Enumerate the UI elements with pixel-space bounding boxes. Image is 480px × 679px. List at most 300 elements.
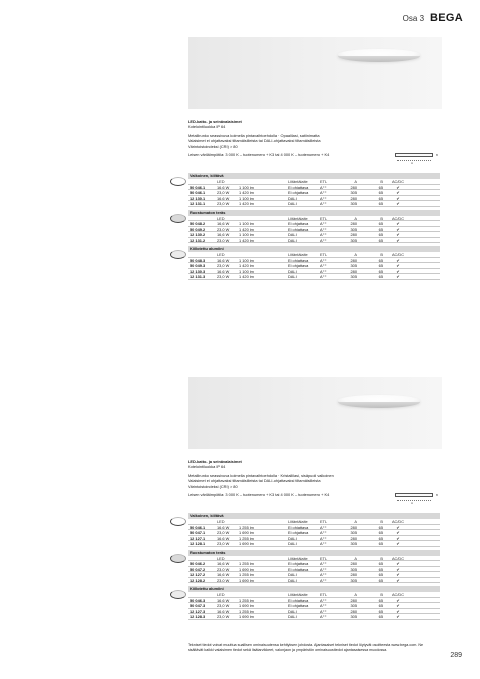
spacer-cell	[259, 598, 288, 603]
acdc-check: ✔	[396, 524, 400, 530]
header-cell	[188, 179, 217, 184]
header-cell: A	[354, 179, 357, 184]
driver-cell: DALI	[288, 195, 297, 201]
spacer-cell	[259, 269, 288, 274]
product-title: LED-katto- ja seinävalaisimet	[188, 459, 242, 464]
dim-a-cell: 280	[350, 257, 357, 263]
article-number: 50 047.3	[190, 603, 206, 608]
power-cell: 23,0 W	[217, 274, 230, 279]
header-cell: ETL	[320, 555, 328, 561]
lumen-cell: 1 255 lm	[239, 597, 254, 603]
article-number: 12 127.2	[190, 572, 206, 577]
energy-class-cell: A⁺⁺	[320, 195, 327, 201]
driver-cell: Ei ohjattava	[288, 597, 309, 603]
article-number: 50 046.1	[190, 524, 206, 530]
energy-class-cell: A⁺⁺	[320, 577, 327, 583]
energy-class-cell: A⁺⁺	[320, 541, 327, 546]
power-cell: 16,6 W	[217, 597, 230, 603]
header-cell	[239, 519, 259, 524]
article-number: 12 127.1	[190, 535, 206, 541]
acdc-check: ✔	[396, 577, 400, 583]
driver-cell: Ei ohjattava	[288, 263, 309, 268]
driver-cell: Ei ohjattava	[288, 530, 309, 535]
table-row	[188, 238, 440, 244]
finish-ring	[170, 554, 186, 563]
article-number: 50 046.2	[190, 561, 206, 566]
header-cell: ETL	[320, 519, 328, 524]
header-cell: AC/DC	[391, 555, 405, 561]
finish-ring	[170, 177, 186, 186]
dim-b-cell: 65	[378, 577, 383, 583]
header-cell: A	[354, 215, 357, 221]
product-photo	[188, 37, 442, 109]
lumen-cell: 1 255 lm	[239, 524, 254, 530]
lumen-cell: 1 100 lm	[239, 232, 254, 237]
finish-thumbnail	[170, 212, 186, 224]
product-subtitle: Kotelointiluokka IP 64	[188, 464, 226, 470]
article-number: 50 047.1	[190, 530, 206, 535]
driver-cell: DALI	[288, 608, 297, 614]
energy-class-cell: A⁺⁺	[320, 597, 327, 603]
header-cell: Liitäntälaite	[288, 215, 308, 221]
dim-a-cell: 280	[350, 524, 357, 530]
header-cell: ETL	[320, 179, 328, 184]
header-cell	[188, 252, 217, 257]
spacer-cell	[259, 196, 288, 201]
article-number: 12 128.2	[190, 577, 206, 583]
energy-class-cell: A⁺⁺	[320, 263, 327, 268]
color-temperature-line: Leisen väriläimpötila: 3 000 K – tuotenumero + K3 tai 4 000 K – tuotenumero + K4	[188, 492, 330, 498]
acdc-check: ✔	[396, 274, 400, 279]
energy-class-cell: A⁺⁺	[320, 274, 327, 279]
dim-b-cell: 65	[378, 184, 383, 190]
article-number: 12 131.2	[190, 237, 206, 243]
finish-thumbnail	[170, 552, 186, 564]
header-cell: LED	[217, 519, 225, 524]
spacer-cell	[259, 190, 288, 195]
dim-a-cell: 280	[350, 184, 357, 190]
power-cell: 23,0 W	[217, 263, 230, 268]
acdc-check: ✔	[396, 184, 400, 190]
spacer-cell	[259, 263, 288, 268]
article-number: 12 128.1	[190, 541, 206, 546]
header-cell: B	[380, 555, 383, 561]
driver-cell: DALI	[288, 268, 297, 274]
driver-cell: DALI	[288, 274, 297, 279]
article-number: 50 046.1	[190, 190, 206, 195]
spacer-cell	[259, 541, 288, 546]
dimension-line	[397, 500, 431, 501]
power-cell: 16,6 W	[217, 535, 230, 541]
dim-b-cell: 65	[378, 226, 383, 232]
header-cell: B	[380, 519, 383, 524]
dim-a-cell: 280	[350, 195, 357, 201]
finish-thumbnail	[170, 588, 186, 600]
driver-cell: Ei ohjattava	[288, 190, 309, 195]
header-cell	[188, 216, 217, 221]
dim-b-cell: 65	[378, 237, 383, 243]
article-number: 12 127.3	[190, 608, 206, 614]
dim-a-cell: 305	[350, 263, 357, 268]
dim-a-cell: 280	[350, 221, 357, 226]
finish-title: Valkoinen, kiiltävä	[188, 513, 440, 519]
power-cell: 23,0 W	[217, 541, 230, 546]
spacer-cell	[259, 572, 288, 577]
header-cell: B	[380, 215, 383, 221]
product-subtitle: Kotelointiluokka IP 64	[188, 124, 226, 130]
dimension-label-a: A	[411, 501, 414, 505]
page-number: 289	[450, 652, 462, 659]
article-number: 50 049.2	[190, 226, 206, 232]
dim-a-cell: 280	[350, 535, 357, 541]
acdc-check: ✔	[396, 226, 400, 232]
header-cell: LED	[217, 215, 225, 221]
finish-ring	[170, 214, 186, 223]
acdc-check: ✔	[396, 201, 400, 206]
dim-a-cell: 305	[350, 201, 357, 206]
spec-table	[188, 513, 440, 547]
energy-class-cell: A⁺⁺	[320, 614, 327, 619]
power-cell: 16,6 W	[217, 257, 230, 263]
header-cell: LED	[217, 179, 225, 184]
driver-cell: DALI	[288, 237, 297, 243]
header-cell	[239, 252, 259, 257]
energy-class-cell: A⁺⁺	[320, 237, 327, 243]
dim-a-cell: 305	[350, 541, 357, 546]
article-number: 50 049.3	[190, 263, 206, 268]
driver-cell: DALI	[288, 572, 297, 577]
power-cell: 16,6 W	[217, 268, 230, 274]
table-row	[188, 201, 440, 207]
energy-class-cell: A⁺⁺	[320, 572, 327, 577]
header-cell: ETL	[320, 215, 328, 221]
acdc-check: ✔	[396, 572, 400, 577]
header-cell	[188, 592, 217, 597]
dimension-drawing	[395, 490, 440, 504]
energy-class-cell: A⁺⁺	[320, 566, 327, 572]
section-label: Osa 3	[402, 14, 425, 23]
energy-class-cell: A⁺⁺	[320, 530, 327, 535]
finish-title: Kiillotettu alumiini	[188, 586, 440, 592]
dim-b-cell: 65	[378, 597, 383, 603]
dimension-bar	[395, 153, 433, 157]
description-line: Värintoistoindeksi (CRI) > 80	[188, 483, 238, 489]
acdc-check: ✔	[396, 268, 400, 274]
header-cell: B	[380, 592, 383, 597]
dim-b-cell: 65	[378, 274, 383, 279]
header-cell: Liitäntälaite	[288, 555, 308, 561]
acdc-check: ✔	[396, 221, 400, 226]
article-number: 50 048.2	[190, 221, 206, 226]
header-cell	[259, 519, 288, 524]
dim-a-cell: 305	[350, 190, 357, 195]
table-row	[188, 614, 440, 620]
product-photo	[188, 377, 442, 449]
article-number: 12 128.3	[190, 614, 206, 619]
spacer-cell	[259, 201, 288, 206]
lumen-cell: 1 690 lm	[239, 603, 254, 608]
finish-title: Kiillotettu alumiini	[188, 246, 440, 252]
acdc-check: ✔	[396, 190, 400, 195]
finish-thumbnail	[170, 515, 186, 527]
spec-table	[188, 586, 440, 620]
driver-cell: DALI	[288, 614, 297, 619]
dim-a-cell: 305	[350, 226, 357, 232]
lumen-cell: 1 420 lm	[239, 237, 254, 243]
driver-cell: DALI	[288, 232, 297, 237]
dim-a-cell: 305	[350, 237, 357, 243]
header-cell: Liitäntälaite	[288, 179, 308, 184]
dim-a-cell: 280	[350, 232, 357, 237]
acdc-check: ✔	[396, 597, 400, 603]
header-cell: Liitäntälaite	[288, 252, 308, 257]
color-temperature-line: Leisen väriläimpötila: 3 000 K – tuotenumero + K3 tai 4 000 K – tuotenumero + K4	[188, 152, 330, 158]
header-cell	[239, 179, 259, 184]
luminaire-rim	[338, 56, 420, 62]
acdc-check: ✔	[396, 257, 400, 263]
energy-class-cell: A⁺⁺	[320, 603, 327, 608]
table-row	[188, 578, 440, 584]
energy-class-cell: A⁺⁺	[320, 268, 327, 274]
lumen-cell: 1 100 lm	[239, 257, 254, 263]
lumen-cell: 1 690 lm	[239, 614, 254, 619]
spacer-cell	[259, 274, 288, 279]
dim-b-cell: 65	[378, 201, 383, 206]
lumen-cell: 1 690 lm	[239, 566, 254, 572]
spacer-cell	[259, 232, 288, 237]
lumen-cell: 1 420 lm	[239, 274, 254, 279]
article-number: 12 131.1	[190, 201, 206, 206]
lumen-cell: 1 420 lm	[239, 226, 254, 232]
driver-cell: Ei ohjattava	[288, 566, 309, 572]
spacer-cell	[259, 221, 288, 226]
dim-b-cell: 65	[378, 530, 383, 535]
dim-a-cell: 280	[350, 608, 357, 614]
finish-title: Ruostumaton teräs	[188, 210, 440, 216]
spacer-cell	[259, 536, 288, 541]
header-cell	[259, 252, 288, 257]
power-cell: 23,0 W	[217, 614, 230, 619]
table-row	[188, 541, 440, 547]
spacer-cell	[259, 567, 288, 572]
header-cell: A	[354, 592, 357, 597]
driver-cell: Ei ohjattava	[288, 221, 309, 226]
acdc-check: ✔	[396, 237, 400, 243]
energy-class-cell: A⁺⁺	[320, 221, 327, 226]
lumen-cell: 1 100 lm	[239, 221, 254, 226]
spacer-cell	[259, 609, 288, 614]
energy-class-cell: A⁺⁺	[320, 184, 327, 190]
energy-class-cell: A⁺⁺	[320, 232, 327, 237]
dim-a-cell: 305	[350, 577, 357, 583]
description-line: Metallirunko seassivuva kolmella pintavaihtoehdolla · Opaalilasi, satiinimatta	[188, 132, 320, 138]
power-cell: 16,6 W	[217, 608, 230, 614]
finish-ring	[170, 517, 186, 526]
acdc-check: ✔	[396, 614, 400, 619]
header-cell: AC/DC	[391, 215, 405, 221]
header-cell	[259, 556, 288, 561]
dim-b-cell: 65	[378, 561, 383, 566]
power-cell: 23,0 W	[217, 201, 230, 206]
spec-table	[188, 550, 440, 584]
lumen-cell: 1 420 lm	[239, 201, 254, 206]
description-line: Valaisimet ei ohjattavaksi tiltamäisilleista tai DALI-ohjattavaksi tiltamäisilleista	[188, 478, 321, 484]
header-cell	[259, 592, 288, 597]
article-number: 12 130.2	[190, 232, 206, 237]
article-number: 50 048.3	[190, 257, 206, 263]
energy-class-cell: A⁺⁺	[320, 608, 327, 614]
driver-cell: DALI	[288, 201, 297, 206]
table-row	[188, 274, 440, 280]
power-cell: 23,0 W	[217, 530, 230, 535]
header-cell	[239, 216, 259, 221]
header-cell: LED	[217, 555, 225, 561]
header-cell	[259, 216, 288, 221]
lumen-cell: 1 100 lm	[239, 195, 254, 201]
header-cell: A	[354, 252, 357, 257]
driver-cell: Ei ohjattava	[288, 524, 309, 530]
finish-title: Ruostumaton teräs	[188, 550, 440, 556]
dim-b-cell: 65	[378, 608, 383, 614]
dim-b-cell: 65	[378, 541, 383, 546]
header-cell: A	[354, 555, 357, 561]
dim-b-cell: 65	[378, 603, 383, 608]
header-cell	[259, 179, 288, 184]
dim-b-cell: 65	[378, 232, 383, 237]
header-cell: LED	[217, 252, 225, 257]
dim-b-cell: 65	[378, 524, 383, 530]
dim-b-cell: 65	[378, 566, 383, 572]
article-number: 50 046.3	[190, 597, 206, 603]
spacer-cell	[259, 578, 288, 583]
header-cell: AC/DC	[391, 252, 405, 257]
power-cell: 16,6 W	[217, 184, 230, 190]
finish-ring	[170, 250, 186, 259]
dim-b-cell: 65	[378, 268, 383, 274]
driver-cell: Ei ohjattava	[288, 184, 309, 190]
driver-cell: DALI	[288, 577, 297, 583]
header-cell	[188, 556, 217, 561]
acdc-check: ✔	[396, 195, 400, 201]
lumen-cell: 1 255 lm	[239, 608, 254, 614]
spacer-cell	[259, 238, 288, 243]
spacer-cell	[259, 561, 288, 566]
power-cell: 23,0 W	[217, 190, 230, 195]
power-cell: 16,6 W	[217, 524, 230, 530]
lumen-cell: 1 255 lm	[239, 535, 254, 541]
description-line: Valaisimet ei ohjattavaksi tiltamäisilleista tai DALI-ohjattavaksi tiltamäisilleista	[188, 138, 321, 144]
acdc-check: ✔	[396, 608, 400, 614]
acdc-check: ✔	[396, 561, 400, 566]
luminaire-rim	[338, 402, 420, 408]
dim-a-cell: 280	[350, 268, 357, 274]
dim-b-cell: 65	[378, 257, 383, 263]
power-cell: 23,0 W	[217, 577, 230, 583]
article-number: 12 131.3	[190, 274, 206, 279]
dim-b-cell: 65	[378, 263, 383, 268]
header-cell: AC/DC	[391, 519, 405, 524]
dim-a-cell: 280	[350, 572, 357, 577]
dim-a-cell: 305	[350, 530, 357, 535]
header-cell	[239, 592, 259, 597]
spacer-cell	[259, 185, 288, 190]
header-cell	[239, 556, 259, 561]
power-cell: 16,6 W	[217, 561, 230, 566]
finish-thumbnail	[170, 248, 186, 260]
energy-class-cell: A⁺⁺	[320, 535, 327, 541]
finish-thumbnail	[170, 175, 186, 187]
power-cell: 23,0 W	[217, 603, 230, 608]
article-number: 12 130.1	[190, 195, 206, 201]
brand-logo: BEGA	[430, 12, 463, 24]
header-cell: ETL	[320, 592, 328, 597]
dimension-line	[397, 160, 431, 161]
power-cell: 16,6 W	[217, 221, 230, 226]
description-line: Metallirunko seassivuva kolmella pintavaihtoehdolla · Kristallilasi, sisäpuoli valkoinen	[188, 472, 334, 478]
header-cell: B	[380, 179, 383, 184]
power-cell: 16,6 W	[217, 195, 230, 201]
energy-class-cell: A⁺⁺	[320, 201, 327, 206]
dim-a-cell: 305	[350, 566, 357, 572]
spacer-cell	[259, 530, 288, 535]
page-header	[403, 12, 463, 24]
finish-ring	[170, 590, 186, 599]
power-cell: 23,0 W	[217, 237, 230, 243]
spec-table	[188, 246, 440, 280]
dim-a-cell: 280	[350, 561, 357, 566]
lumen-cell: 1 690 lm	[239, 530, 254, 535]
header-cell: Liitäntälaite	[288, 592, 308, 597]
driver-cell: Ei ohjattava	[288, 257, 309, 263]
dimension-bar	[395, 493, 433, 497]
lumen-cell: 1 255 lm	[239, 561, 254, 566]
spec-table	[188, 173, 440, 207]
spacer-cell	[259, 525, 288, 530]
lumen-cell: 1 255 lm	[239, 572, 254, 577]
driver-cell: DALI	[288, 535, 297, 541]
power-cell: 16,6 W	[217, 572, 230, 577]
power-cell: 16,6 W	[217, 232, 230, 237]
driver-cell: Ei ohjattava	[288, 226, 309, 232]
acdc-check: ✔	[396, 263, 400, 268]
dim-b-cell: 65	[378, 535, 383, 541]
dim-a-cell: 305	[350, 274, 357, 279]
energy-class-cell: A⁺⁺	[320, 561, 327, 566]
driver-cell: Ei ohjattava	[288, 561, 309, 566]
spacer-cell	[259, 603, 288, 608]
article-number: 50 046.1	[190, 184, 206, 190]
header-cell	[188, 519, 217, 524]
dim-b-cell: 65	[378, 614, 383, 619]
lumen-cell: 1 690 lm	[239, 577, 254, 583]
spacer-cell	[259, 227, 288, 232]
spacer-cell	[259, 614, 288, 619]
dimension-label-b: B	[436, 153, 439, 157]
dim-b-cell: 65	[378, 190, 383, 195]
dim-b-cell: 65	[378, 221, 383, 226]
lumen-cell: 1 690 lm	[239, 541, 254, 546]
energy-class-cell: A⁺⁺	[320, 190, 327, 195]
article-number: 12 130.3	[190, 268, 206, 274]
header-cell: Liitäntälaite	[288, 519, 308, 524]
spacer-cell	[259, 258, 288, 263]
lumen-cell: 1 420 lm	[239, 190, 254, 195]
dim-a-cell: 305	[350, 603, 357, 608]
header-cell: AC/DC	[391, 592, 405, 597]
dimension-label-b: B	[436, 493, 439, 497]
header-cell: B	[380, 252, 383, 257]
lumen-cell: 1 100 lm	[239, 184, 254, 190]
